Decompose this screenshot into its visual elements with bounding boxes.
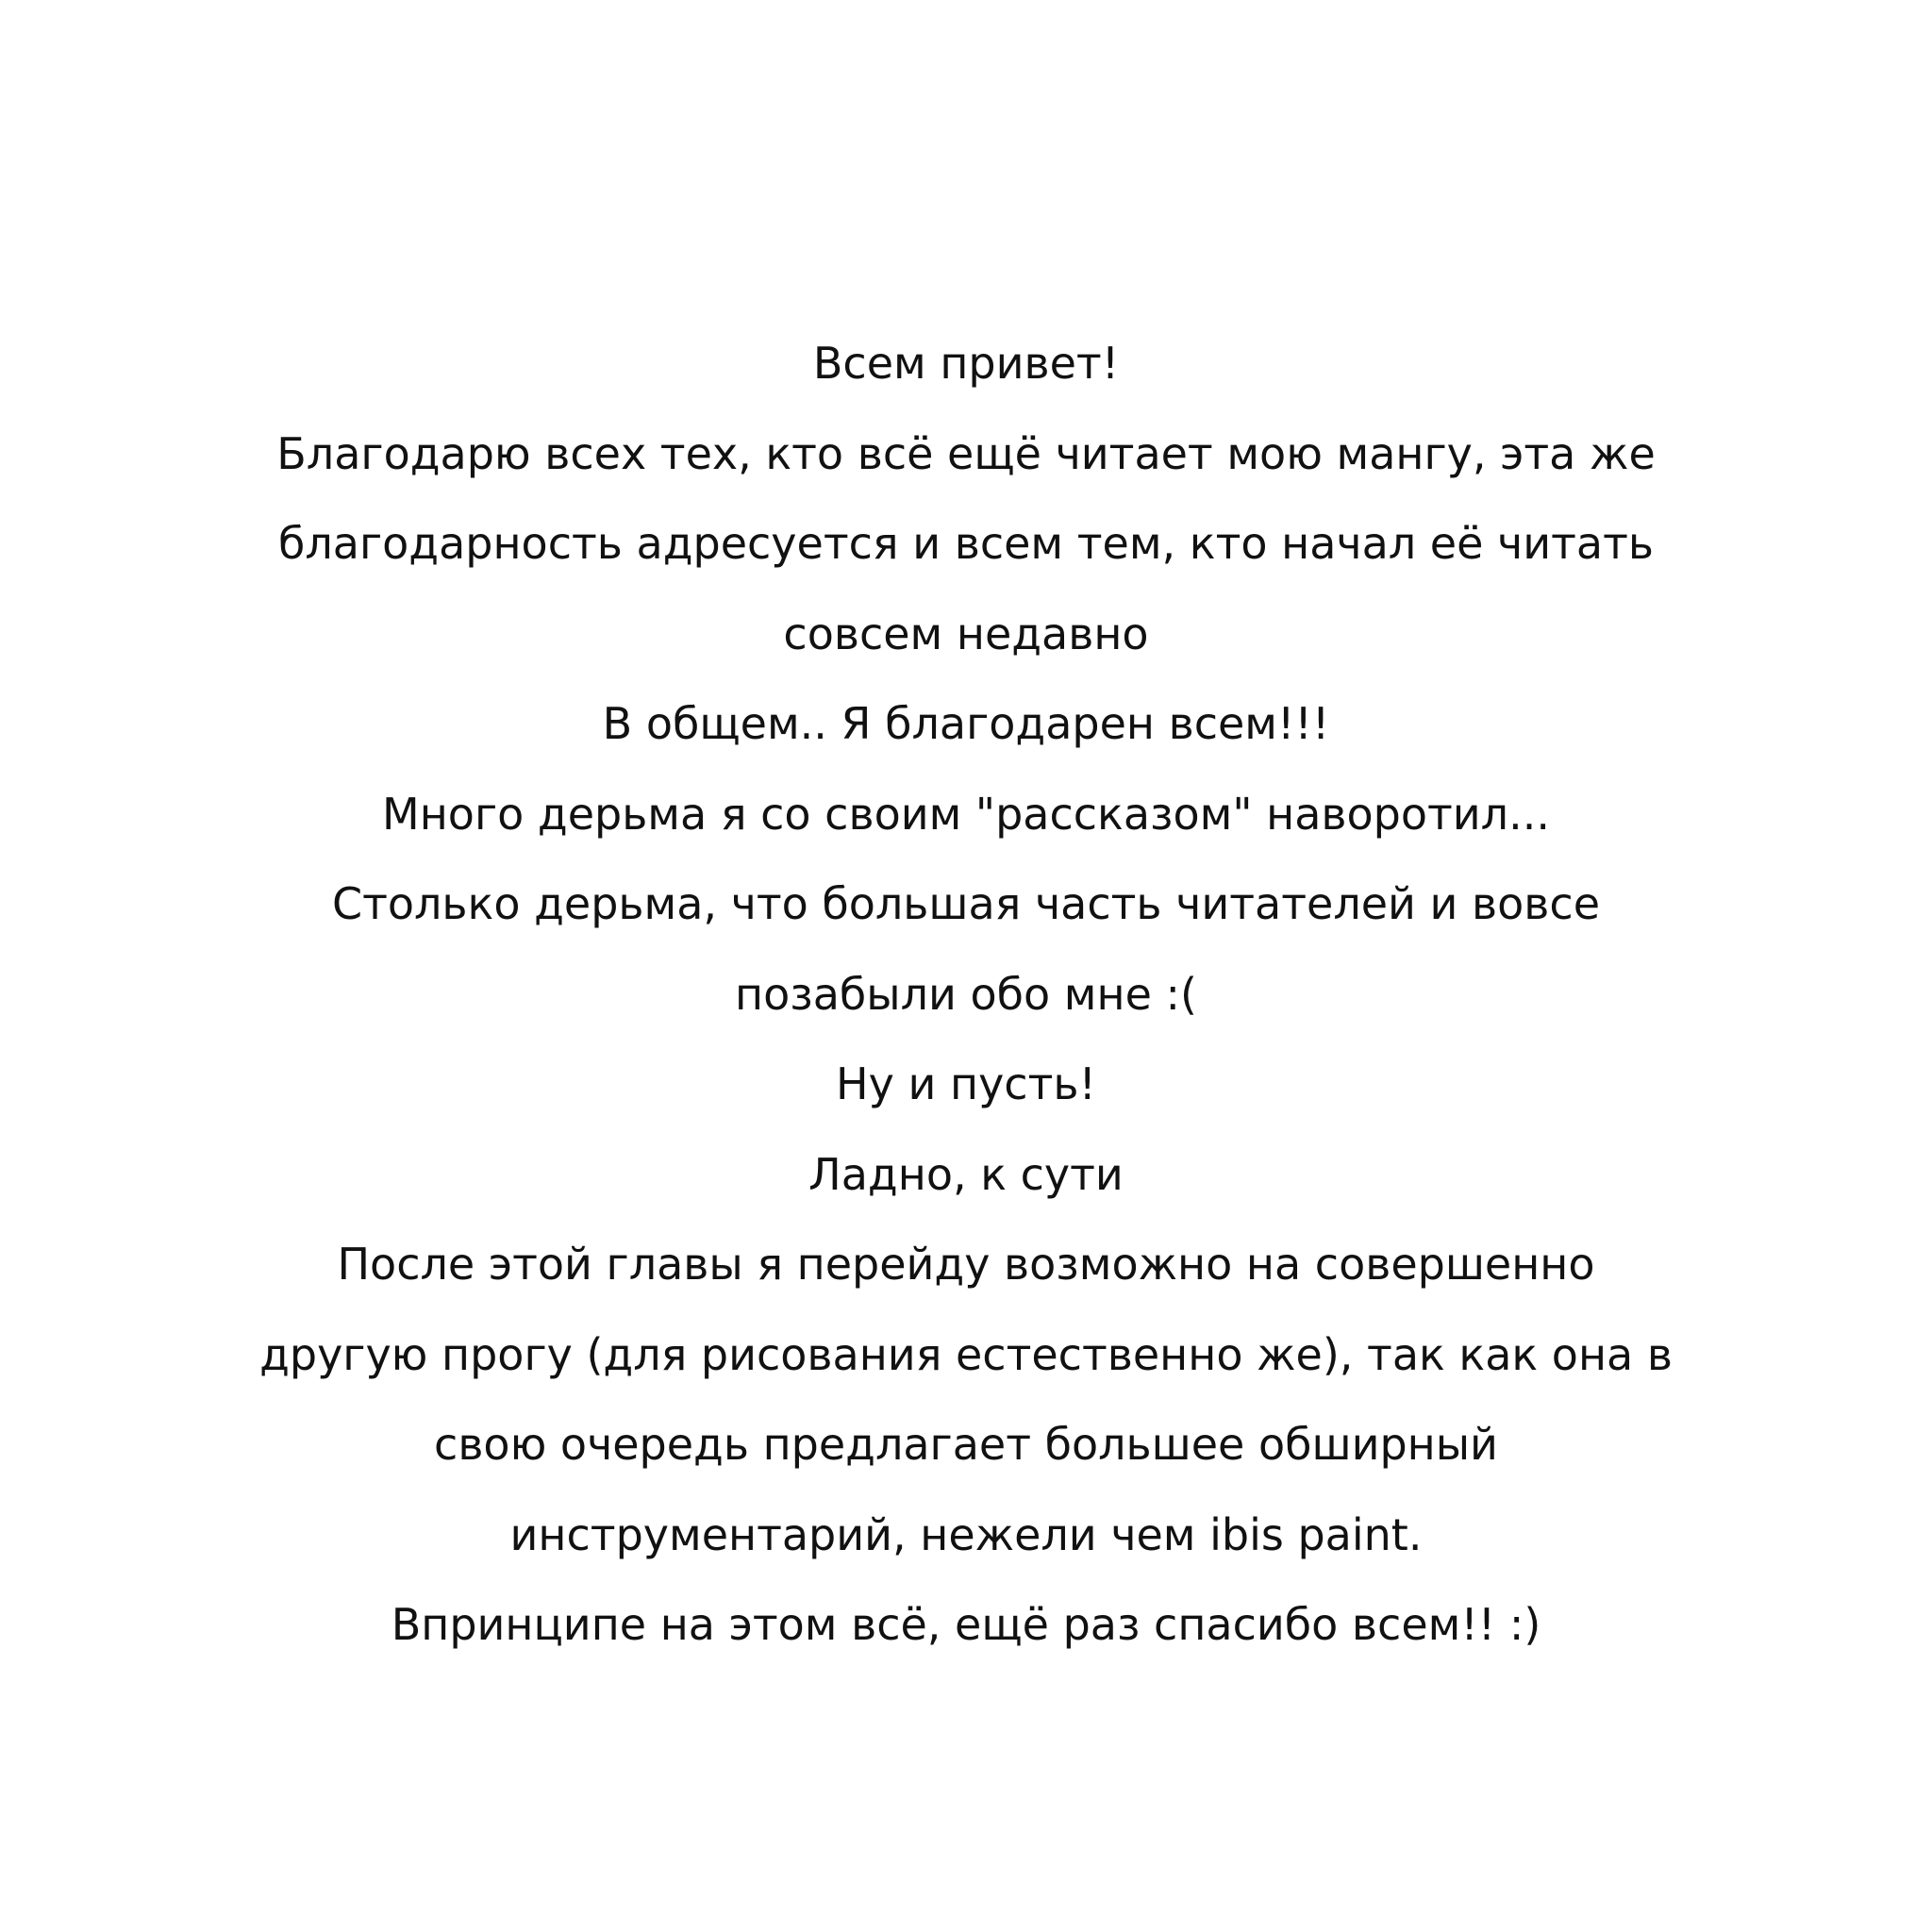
text-line: Ну и пусть! <box>836 1058 1096 1109</box>
text-line: свою очередь предлагает большее обширный <box>434 1419 1498 1470</box>
text-line: другую прогу (для рисования естественно же), так как она в <box>259 1328 1673 1380</box>
message-text <box>226 319 1706 1671</box>
text-line: благодарность адресуется и всем тем, кто начал её читать <box>278 518 1654 569</box>
text-line: Столько дерьма, что большая часть читателей и вовсе <box>331 878 1601 929</box>
text-line: Много дерьма я со своим "рассказом" наворотил... <box>382 788 1550 840</box>
text-line: совсем недавно <box>783 608 1149 659</box>
text-line: позабыли обо мне :( <box>735 968 1197 1020</box>
text-line: Ладно, к сути <box>808 1148 1124 1200</box>
text-line: Всем привет! <box>812 338 1120 389</box>
text-line: Впринципе на этом всё, ещё раз спасибо всем!! :) <box>391 1599 1541 1650</box>
text-line: После этой главы я перейду возможно на совершенно <box>337 1239 1595 1290</box>
text-line: инструментарий, нежели чем ibis paint. <box>509 1508 1423 1560</box>
text-line: Благодарю всех тех, кто всё ещё читает мою мангу, эта же <box>276 427 1656 479</box>
text-line: В общем.. Я благодарен всем!!! <box>602 698 1330 749</box>
